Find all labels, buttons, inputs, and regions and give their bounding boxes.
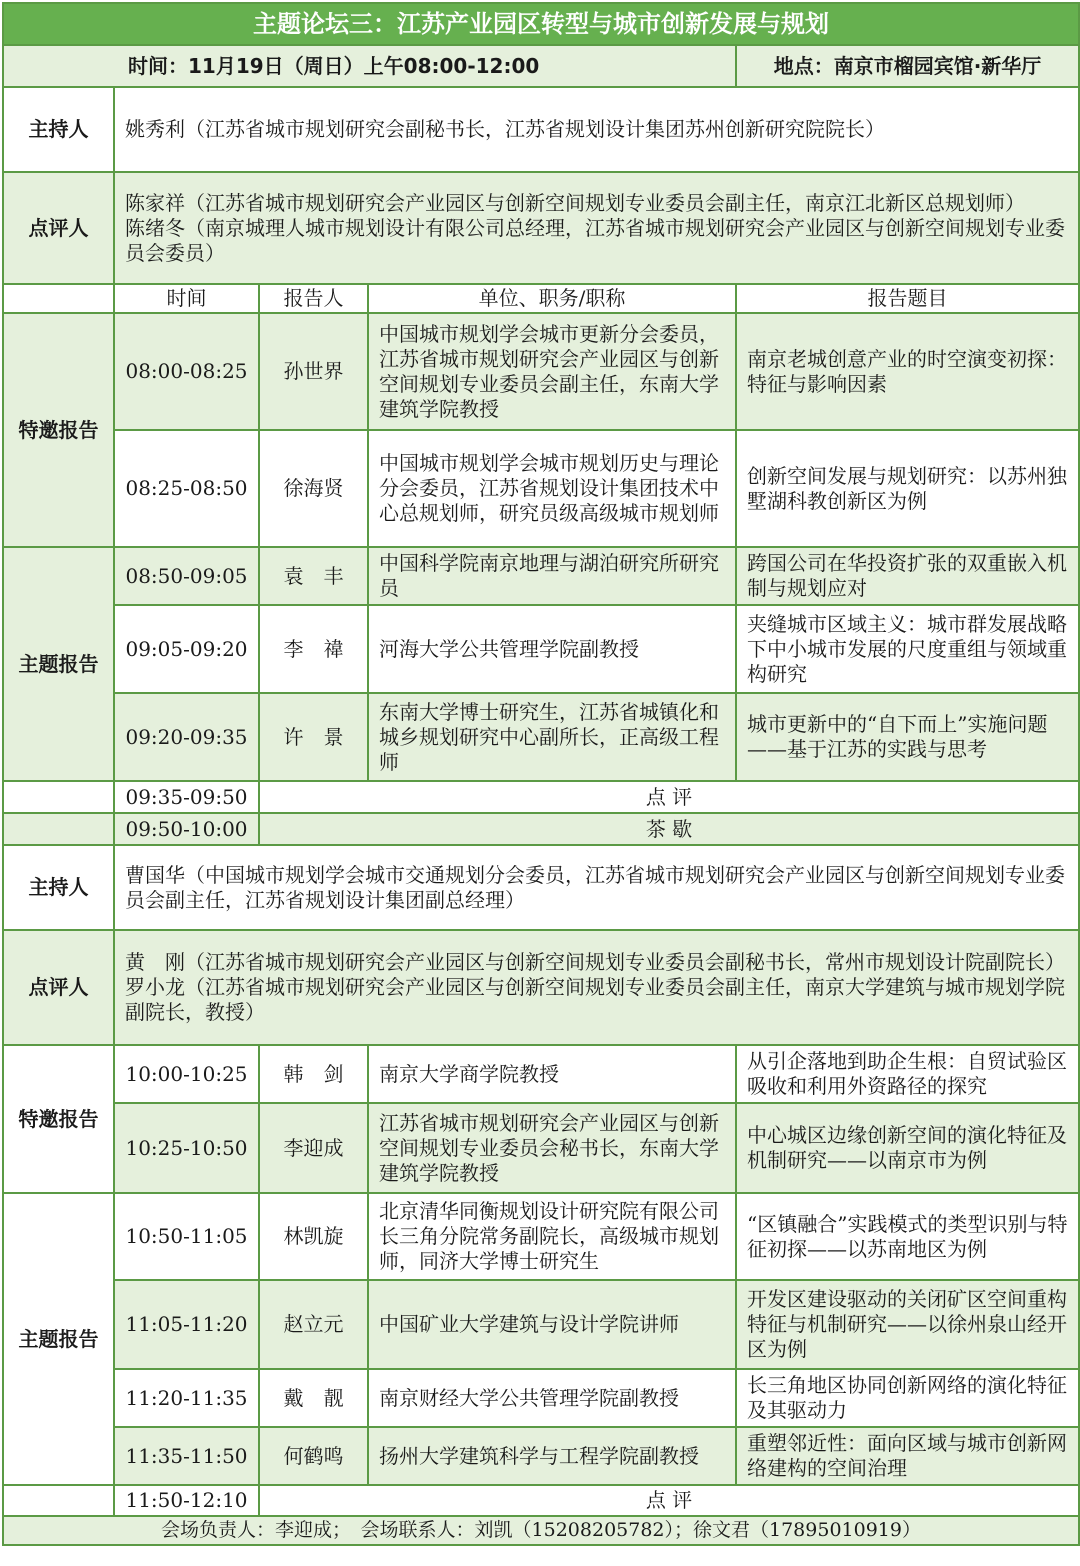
host-label: 主持人	[3, 845, 114, 930]
talk-unit: 中国城市规划学会城市更新分会委员，江苏省城市规划研究会产业园区与创新空间规划专业委员会副主任，东南大学建筑学院教授	[368, 313, 736, 430]
host-row	[3, 87, 1079, 172]
talk-unit: 南京财经大学公共管理学院副教授	[368, 1369, 736, 1427]
reviewer-label: 点评人	[3, 930, 114, 1045]
group-label-invited: 特邀报告	[3, 1045, 114, 1193]
break-blank	[3, 781, 114, 813]
talk-time: 11:35-11:50	[114, 1427, 259, 1485]
talk-unit: 河海大学公共管理学院副教授	[368, 605, 736, 693]
reviewer-text	[114, 172, 1079, 284]
break-time: 09:35-09:50	[114, 781, 259, 813]
talk-topic: “区镇融合”实践模式的类型识别与特征初探——以苏南地区为例	[736, 1193, 1079, 1280]
talk-unit: 南京大学商学院教授	[368, 1045, 736, 1103]
talk-unit: 江苏省城市规划研究会产业园区与创新空间规划专业委员会秘书长，东南大学建筑学院教授	[368, 1103, 736, 1193]
break-row	[3, 1485, 1079, 1516]
col-header-topic: 报告题目	[736, 284, 1079, 313]
table-row	[3, 1427, 1079, 1485]
group-label-theme: 主题报告	[3, 1193, 114, 1485]
table-row	[3, 1045, 1079, 1103]
talk-speaker: 徐海贤	[259, 430, 368, 547]
table-row	[3, 1369, 1079, 1427]
header-blank	[3, 284, 114, 313]
host-text: 姚秀利（江苏省城市规划研究会副秘书长，江苏省规划设计集团苏州创新研究院院长）	[114, 87, 1079, 172]
talk-topic: 从引企落地到助企生根：自贸试验区吸收和利用外资路径的探究	[736, 1045, 1079, 1103]
talk-topic: 南京老城创意产业的时空演变初探：特征与影响因素	[736, 313, 1079, 430]
talk-speaker: 韩 剑	[259, 1045, 368, 1103]
talk-topic: 夹缝城市区域主义：城市群发展战略下中小城市发展的尺度重组与领域重构研究	[736, 605, 1079, 693]
column-header-row	[3, 284, 1079, 313]
talk-speaker: 李迎成	[259, 1103, 368, 1193]
talk-unit: 北京清华同衡规划设计研究院有限公司长三角分院常务副院长，高级城市规划师，同济大学博士研究生	[368, 1193, 736, 1280]
host-row	[3, 845, 1079, 930]
col-header-time: 时间	[114, 284, 259, 313]
col-header-speaker: 报告人	[259, 284, 368, 313]
talk-time: 08:50-09:05	[114, 547, 259, 605]
place-info: 地点：南京市榴园宾馆·新华厅	[736, 45, 1079, 87]
reviewer-label: 点评人	[3, 172, 114, 284]
talk-unit: 东南大学博士研究生，江苏省城镇化和城乡规划研究中心副所长，正高级工程师	[368, 693, 736, 781]
break-row	[3, 813, 1079, 845]
talk-speaker: 赵立元	[259, 1280, 368, 1369]
talk-speaker: 何鹤鸣	[259, 1427, 368, 1485]
break-time: 11:50-12:10	[114, 1485, 259, 1516]
footer-row	[3, 1516, 1079, 1545]
break-label: 茶 歇	[259, 813, 1079, 845]
reviewer-item: 黄 刚（江苏省城市规划研究会产业园区与创新空间规划专业委员会副秘书长，常州市规划设计院副院长）	[125, 950, 1065, 974]
talk-topic: 创新空间发展与规划研究：以苏州独墅湖科教创新区为例	[736, 430, 1079, 547]
talk-time: 09:05-09:20	[114, 605, 259, 693]
table-row	[3, 547, 1079, 605]
talk-unit: 扬州大学建筑科学与工程学院副教授	[368, 1427, 736, 1485]
reviewer-item: 陈绪冬（南京城理人城市规划设计有限公司总经理，江苏省城市规划研究会产业园区与创新空间规划专业委员会委员）	[125, 215, 1065, 265]
talk-speaker: 李 禕	[259, 605, 368, 693]
talk-topic: 城市更新中的“自下而上”实施问题——基于江苏的实践与思考	[736, 693, 1079, 781]
talk-topic: 跨国公司在华投资扩张的双重嵌入机制与规划应对	[736, 547, 1079, 605]
talk-time: 10:00-10:25	[114, 1045, 259, 1103]
group-label-invited: 特邀报告	[3, 313, 114, 547]
talk-time: 11:05-11:20	[114, 1280, 259, 1369]
talk-time: 08:00-08:25	[114, 313, 259, 430]
talk-topic: 开发区建设驱动的关闭矿区空间重构特征与机制研究——以徐州泉山经开区为例	[736, 1280, 1079, 1369]
talk-unit: 中国矿业大学建筑与设计学院讲师	[368, 1280, 736, 1369]
time-info: 时间：11月19日（周日）上午08:00-12:00	[3, 45, 736, 87]
talk-topic: 中心城区边缘创新空间的演化特征及机制研究——以南京市为例	[736, 1103, 1079, 1193]
talk-time: 10:50-11:05	[114, 1193, 259, 1280]
host-label: 主持人	[3, 87, 114, 172]
talk-topic: 重塑邻近性：面向区域与城市创新网络建构的空间治理	[736, 1427, 1079, 1485]
talk-speaker: 孙世界	[259, 313, 368, 430]
talk-topic: 长三角地区协同创新网络的演化特征及其驱动力	[736, 1369, 1079, 1427]
forum-title: 主题论坛三：江苏产业园区转型与城市创新发展与规划	[3, 3, 1079, 45]
talk-speaker: 袁 丰	[259, 547, 368, 605]
break-row	[3, 781, 1079, 813]
reviewer-text	[114, 930, 1079, 1045]
break-blank	[3, 813, 114, 845]
group-label-theme: 主题报告	[3, 547, 114, 781]
talk-time: 11:20-11:35	[114, 1369, 259, 1427]
table-row	[3, 430, 1079, 547]
col-header-unit: 单位、职务/职称	[368, 284, 736, 313]
table-row	[3, 313, 1079, 430]
forum-schedule-table	[2, 2, 1080, 1546]
talk-speaker: 戴 靓	[259, 1369, 368, 1427]
table-row	[3, 1103, 1079, 1193]
host-text: 曹国华（中国城市规划学会城市交通规划分会委员，江苏省城市规划研究会产业园区与创新空间规划专业委员会副主任，江苏省规划设计集团副总经理）	[114, 845, 1079, 930]
break-label: 点 评	[259, 781, 1079, 813]
reviewer-row	[3, 172, 1079, 284]
talk-speaker: 林凯旋	[259, 1193, 368, 1280]
contact-footer: 会场负责人：李迎成； 会场联系人：刘凯（15208205782）；徐文君（17895010919）	[3, 1516, 1079, 1545]
talk-unit: 中国科学院南京地理与湖泊研究所研究员	[368, 547, 736, 605]
talk-time: 08:25-08:50	[114, 430, 259, 547]
break-label: 点 评	[259, 1485, 1079, 1516]
time-place-row	[3, 45, 1079, 87]
talk-time: 10:25-10:50	[114, 1103, 259, 1193]
talk-speaker: 许 景	[259, 693, 368, 781]
reviewer-item: 陈家祥（江苏省城市规划研究会产业园区与创新空间规划专业委员会副主任，南京江北新区总规划师）	[125, 190, 1025, 215]
table-row	[3, 1193, 1079, 1280]
break-time: 09:50-10:00	[114, 813, 259, 845]
table-row	[3, 1280, 1079, 1369]
reviewer-row	[3, 930, 1079, 1045]
table-row	[3, 605, 1079, 693]
table-row	[3, 693, 1079, 781]
talk-time: 09:20-09:35	[114, 693, 259, 781]
title-row	[3, 3, 1079, 45]
talk-unit: 中国城市规划学会城市规划历史与理论分会委员，江苏省规划设计集团技术中心总规划师，研究员级高级城市规划师	[368, 430, 736, 547]
break-blank	[3, 1485, 114, 1516]
reviewer-item: 罗小龙（江苏省城市规划研究会产业园区与创新空间规划专业委员会副主任，南京大学建筑与城市规划学院副院长，教授）	[125, 975, 1065, 1024]
